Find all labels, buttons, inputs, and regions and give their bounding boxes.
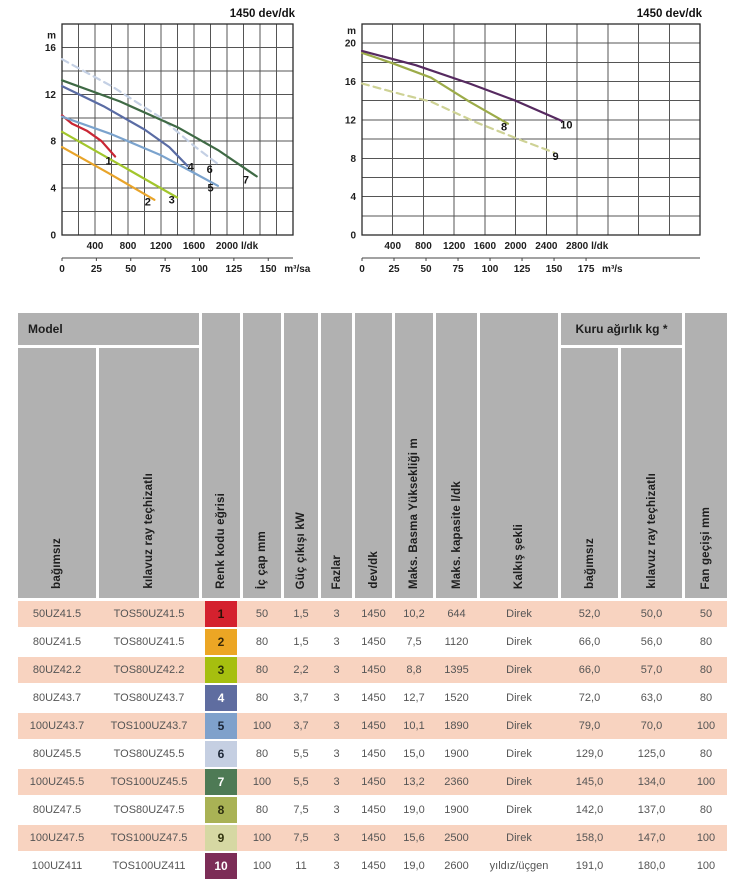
cell-maks_basma: 19,0 [403, 804, 425, 816]
cell-model_bagimsiz: 100UZ45.5 [29, 776, 85, 788]
col-header-bagimsiz [18, 348, 96, 598]
curve-color-chip: 5 [205, 713, 237, 739]
table-row [18, 769, 727, 795]
cell-maks_basma: 15,0 [403, 748, 425, 760]
cell-guc: 3,7 [293, 720, 309, 732]
cell-model_kilavuz: TOS100UZ411 [112, 860, 186, 872]
dry-weight-group-label: Kuru ağırlık kg * [575, 322, 668, 336]
cell-dev_dk: 1450 [361, 608, 386, 620]
curve-color-chip: 2 [205, 629, 237, 655]
col-header-label: Fan geçişi mm [700, 506, 712, 589]
table-row [18, 657, 727, 683]
col-header-label: dev/dk [367, 551, 380, 589]
curve-color-chip: 9 [205, 825, 237, 851]
curve-label-3: 3 [168, 194, 175, 207]
table-row [18, 685, 727, 711]
y-tick: 4 [50, 183, 56, 195]
col-header-label: Kalkış şekli [513, 523, 525, 589]
cell-kalkis: Direk [506, 832, 532, 844]
cell-fazlar: 3 [333, 804, 340, 816]
cell-model_bagimsiz: 100UZ43.7 [29, 720, 85, 732]
col-header-label: Fazlar [330, 554, 343, 589]
cell-model_kilavuz: TOS80UZ45.5 [113, 748, 185, 760]
model-group-label: Model [28, 322, 63, 336]
cell-model_kilavuz: TOS100UZ47.5 [110, 832, 188, 844]
x-unit-ldk: l/dk [591, 241, 609, 252]
cell-kuru_kilavuz: 70,0 [640, 720, 663, 732]
cell-model_bagimsiz: 80UZ41.5 [32, 636, 82, 648]
curve-8 [362, 53, 508, 124]
cell-fazlar: 3 [333, 608, 340, 620]
cell-fazlar: 3 [333, 776, 340, 788]
cell-fazlar: 3 [333, 692, 340, 704]
col-header-label: İç çap mm [256, 530, 268, 589]
cell-ic_cap: 80 [255, 692, 269, 704]
cell-model_kilavuz: TOS100UZ45.5 [110, 776, 188, 788]
cell-ic_cap: 50 [255, 608, 269, 620]
cell-maks_kapasite: 1900 [444, 804, 469, 816]
curve-color-chip: 8 [205, 797, 237, 823]
y-tick: 0 [50, 230, 56, 242]
cell-dev_dk: 1450 [361, 804, 386, 816]
col-header-ic-cap [243, 313, 281, 598]
curve-color-chip: 1 [205, 601, 237, 627]
x-tick-m3: 75 [159, 264, 171, 275]
y-tick: 20 [344, 38, 356, 50]
cell-maks_basma: 10,1 [403, 720, 425, 732]
x-tick-m3: 50 [420, 264, 432, 275]
table-row [18, 797, 727, 823]
cell-kuru_kilavuz: 56,0 [640, 636, 663, 648]
y-tick: 12 [44, 89, 56, 101]
cell-maks_basma: 19,0 [403, 860, 425, 872]
cell-maks_basma: 13,2 [403, 776, 425, 788]
pump-performance-charts [0, 0, 748, 302]
cell-maks_basma: 12,7 [403, 692, 425, 704]
curve-label-4: 4 [187, 161, 194, 174]
cell-model_kilavuz: TOS50UZ41.5 [113, 608, 185, 620]
cell-fazlar: 3 [333, 720, 340, 732]
cell-fazlar: 3 [333, 748, 340, 760]
curve-label-5: 5 [207, 182, 214, 195]
x-unit-m3: m³/sa [284, 264, 311, 275]
cell-guc: 11 [295, 860, 307, 872]
y-unit: m [347, 26, 356, 38]
col-header-label: Güç çıkışı kW [295, 511, 307, 589]
x-unit-ldk: l/dk [241, 241, 259, 252]
col-header-label: Renk kodu eğrisi [215, 493, 227, 589]
cell-ic_cap: 80 [255, 664, 269, 676]
x-tick-ldk: 2000 [215, 241, 239, 252]
col-header-guc-cikisi [284, 313, 318, 598]
x-tick-m3: 0 [359, 264, 365, 275]
y-tick: 16 [44, 42, 56, 54]
curve-10 [362, 51, 562, 121]
cell-fazlar: 3 [333, 664, 340, 676]
cell-guc: 1,5 [293, 636, 309, 648]
x-unit-m3: m³/s [602, 264, 623, 275]
cell-model_bagimsiz: 100UZ47.5 [29, 832, 85, 844]
curve-label-6: 6 [206, 163, 213, 176]
cell-maks_kapasite: 2500 [444, 832, 469, 844]
col-header-maks-kapasite [436, 313, 477, 598]
cell-ic_cap: 100 [252, 776, 272, 788]
cell-ic_cap: 80 [255, 748, 269, 760]
cell-kuru_bagimsiz: 129,0 [575, 748, 604, 760]
table-row [18, 713, 727, 739]
cell-guc: 5,5 [293, 748, 309, 760]
y-tick: 8 [350, 153, 356, 165]
cell-kuru_bagimsiz: 158,0 [575, 832, 604, 844]
x-tick-m3: 25 [90, 264, 102, 275]
table-row [18, 853, 727, 879]
x-tick-m3: 75 [452, 264, 464, 275]
cell-ic_cap: 80 [255, 636, 269, 648]
col-header-kilavuz [99, 348, 199, 598]
x-tick-m3: 50 [125, 264, 137, 275]
cell-maks_kapasite: 1120 [444, 636, 469, 648]
curve-label-2: 2 [144, 196, 151, 209]
curve-4 [62, 86, 187, 166]
cell-kuru_kilavuz: 134,0 [637, 776, 666, 788]
y-tick: 12 [344, 115, 356, 127]
cell-maks_basma: 7,5 [406, 636, 422, 648]
col-header-label: bağımsız [51, 538, 63, 589]
cell-kuru_kilavuz: 63,0 [640, 692, 663, 704]
col-header-label: Maks. kapasite l/dk [450, 481, 463, 589]
col-header-label: bağımsız [583, 538, 596, 589]
cell-fan: 80 [699, 636, 713, 648]
cell-dev_dk: 1450 [361, 664, 386, 676]
cell-model_bagimsiz: 80UZ43.7 [32, 692, 82, 704]
curve-color-chip: 6 [205, 741, 237, 767]
table-row [18, 825, 727, 851]
cell-ic_cap: 100 [252, 720, 272, 732]
col-header-label: kılavuz ray teçhizatlı [645, 473, 658, 589]
cell-kalkis: Direk [506, 636, 532, 648]
cell-maks_kapasite: 1520 [444, 692, 469, 704]
cell-guc: 7,5 [293, 832, 309, 844]
cell-model_bagimsiz: 80UZ42.2 [32, 664, 82, 676]
curve-label-7: 7 [242, 174, 250, 187]
cell-ic_cap: 80 [255, 804, 269, 816]
col-header-renk-kodu [202, 313, 240, 598]
cell-maks_basma: 15,6 [403, 832, 425, 844]
x-tick-m3: 0 [59, 264, 65, 275]
cell-fan: 100 [696, 860, 716, 872]
cell-guc: 2,2 [293, 664, 309, 676]
x-tick-ldk: 2400 [535, 241, 558, 252]
cell-kuru_bagimsiz: 66,0 [578, 664, 601, 676]
x-tick-m3: 100 [481, 264, 499, 275]
cell-maks_kapasite: 1900 [444, 748, 469, 760]
curve-label-8: 8 [501, 121, 508, 134]
col-header-kuru-bagimsiz [561, 348, 618, 598]
x-tick-m3: 25 [388, 264, 400, 275]
cell-dev_dk: 1450 [361, 692, 386, 704]
cell-dev_dk: 1450 [361, 860, 386, 872]
cell-kuru_kilavuz: 137,0 [637, 804, 666, 816]
curve-label-10: 10 [560, 119, 573, 132]
cell-model_bagimsiz: 80UZ45.5 [32, 748, 82, 760]
y-tick: 4 [350, 192, 356, 204]
x-tick-m3: 175 [577, 264, 595, 275]
plot-border [362, 24, 700, 235]
cell-ic_cap: 100 [252, 832, 272, 844]
cell-kalkis: Direk [506, 776, 532, 788]
cell-kalkis: Direk [506, 692, 532, 704]
y-tick: 0 [350, 230, 356, 242]
x-tick-ldk: 2800 [565, 241, 589, 252]
col-header-label: Maks. Basma Yüksekliği m [408, 438, 420, 589]
cell-kuru_bagimsiz: 66,0 [578, 636, 601, 648]
curve-label-9: 9 [552, 151, 559, 164]
x-tick-ldk: 1200 [443, 241, 466, 252]
x-tick-ldk: 800 [119, 241, 137, 252]
table-row [18, 629, 727, 655]
table-row [18, 601, 727, 627]
x-tick-ldk: 1200 [149, 241, 173, 252]
cell-model_bagimsiz: 80UZ47.5 [32, 804, 82, 816]
chart-title: 1450 dev/dk [229, 8, 295, 20]
col-header-kalkis-sekli [480, 313, 558, 598]
cell-fan: 80 [699, 664, 713, 676]
cell-kalkis: Direk [506, 804, 532, 816]
x-tick-m3: 125 [513, 264, 531, 275]
curve-6 [62, 59, 219, 165]
col-header-kuru-kilavuz [621, 348, 682, 598]
cell-maks_kapasite: 1890 [444, 720, 469, 732]
cell-fan: 50 [699, 608, 713, 620]
cell-kuru_kilavuz: 180,0 [637, 860, 666, 872]
col-header-dev-dk [355, 313, 392, 598]
cell-fan: 80 [699, 692, 713, 704]
cell-fan: 100 [696, 720, 716, 732]
cell-model_kilavuz: TOS100UZ43.7 [110, 720, 188, 732]
x-tick-ldk: 400 [384, 241, 402, 252]
cell-guc: 1,5 [293, 608, 309, 620]
cell-fan: 100 [696, 832, 716, 844]
cell-maks_kapasite: 2600 [444, 860, 469, 872]
cell-fan: 80 [699, 804, 713, 816]
y-tick: 8 [50, 136, 56, 148]
cell-dev_dk: 1450 [361, 776, 386, 788]
cell-fazlar: 3 [333, 860, 340, 872]
col-header-fan-gecisi [685, 313, 727, 598]
cell-kuru_bagimsiz: 79,0 [578, 720, 601, 732]
dry-weight-group-header [561, 313, 682, 345]
cell-kalkis: Direk [506, 608, 532, 620]
cell-fazlar: 3 [333, 832, 340, 844]
curve-color-chip: 10 [205, 853, 237, 879]
cell-kalkis: Direk [506, 748, 532, 760]
x-tick-ldk: 1600 [182, 241, 206, 252]
table-row [18, 741, 727, 767]
cell-fan: 80 [699, 748, 713, 760]
cell-kuru_bagimsiz: 72,0 [578, 692, 601, 704]
cell-dev_dk: 1450 [361, 748, 386, 760]
x-tick-ldk: 1600 [473, 241, 497, 252]
cell-model_bagimsiz: 50UZ41.5 [32, 608, 82, 620]
cell-kalkis: Direk [506, 664, 532, 676]
curve-color-chip: 4 [205, 685, 237, 711]
cell-fan: 100 [696, 776, 716, 788]
x-tick-m3: 100 [191, 264, 208, 275]
x-tick-ldk: 2000 [504, 241, 527, 252]
curve-color-chip: 3 [205, 657, 237, 683]
x-tick-m3: 125 [225, 264, 243, 275]
cell-model_kilavuz: TOS80UZ42.2 [113, 664, 185, 676]
cell-kuru_kilavuz: 50,0 [640, 608, 663, 620]
cell-guc: 7,5 [293, 804, 309, 816]
cell-dev_dk: 1450 [361, 832, 386, 844]
cell-kuru_kilavuz: 147,0 [637, 832, 666, 844]
cell-maks_basma: 10,2 [403, 608, 425, 620]
col-header-fazlar [321, 313, 352, 598]
cell-model_bagimsiz: 100UZ411 [31, 860, 83, 872]
cell-kuru_kilavuz: 57,0 [640, 664, 663, 676]
x-tick-ldk: 800 [415, 241, 432, 252]
cell-maks_kapasite: 2360 [444, 776, 469, 788]
cell-kalkis: Direk [506, 720, 532, 732]
cell-kuru_bagimsiz: 191,0 [575, 860, 604, 872]
col-header-label: kılavuz ray teçhizatlı [143, 473, 155, 589]
cell-ic_cap: 100 [252, 860, 272, 872]
x-tick-m3: 150 [259, 264, 277, 275]
cell-model_kilavuz: TOS80UZ47.5 [113, 804, 185, 816]
x-tick-m3: 150 [545, 264, 563, 275]
cell-model_kilavuz: TOS80UZ43.7 [113, 692, 185, 704]
cell-maks_kapasite: 644 [447, 608, 466, 620]
cell-model_kilavuz: TOS80UZ41.5 [113, 636, 185, 648]
y-unit: m [47, 30, 56, 42]
cell-dev_dk: 1450 [361, 720, 386, 732]
chart-title: 1450 dev/dk [636, 8, 702, 20]
model-group-header [18, 313, 199, 345]
x-tick-ldk: 400 [86, 241, 104, 252]
cell-kuru_bagimsiz: 145,0 [575, 776, 604, 788]
y-tick: 16 [344, 77, 356, 89]
cell-kalkis: yıldız/üçgen [489, 860, 549, 872]
curve-color-chip: 7 [205, 769, 237, 795]
cell-guc: 5,5 [293, 776, 309, 788]
cell-kuru_bagimsiz: 52,0 [578, 608, 601, 620]
cell-kuru_kilavuz: 125,0 [637, 748, 666, 760]
cell-fazlar: 3 [333, 636, 340, 648]
cell-guc: 3,7 [293, 692, 309, 704]
cell-maks_basma: 8,8 [406, 664, 422, 676]
col-header-maks-basma [395, 313, 433, 598]
pump-spec-table [18, 313, 730, 879]
cell-dev_dk: 1450 [361, 636, 386, 648]
cell-kuru_bagimsiz: 142,0 [575, 804, 604, 816]
cell-maks_kapasite: 1395 [444, 664, 469, 676]
curve-label-1: 1 [105, 155, 112, 168]
